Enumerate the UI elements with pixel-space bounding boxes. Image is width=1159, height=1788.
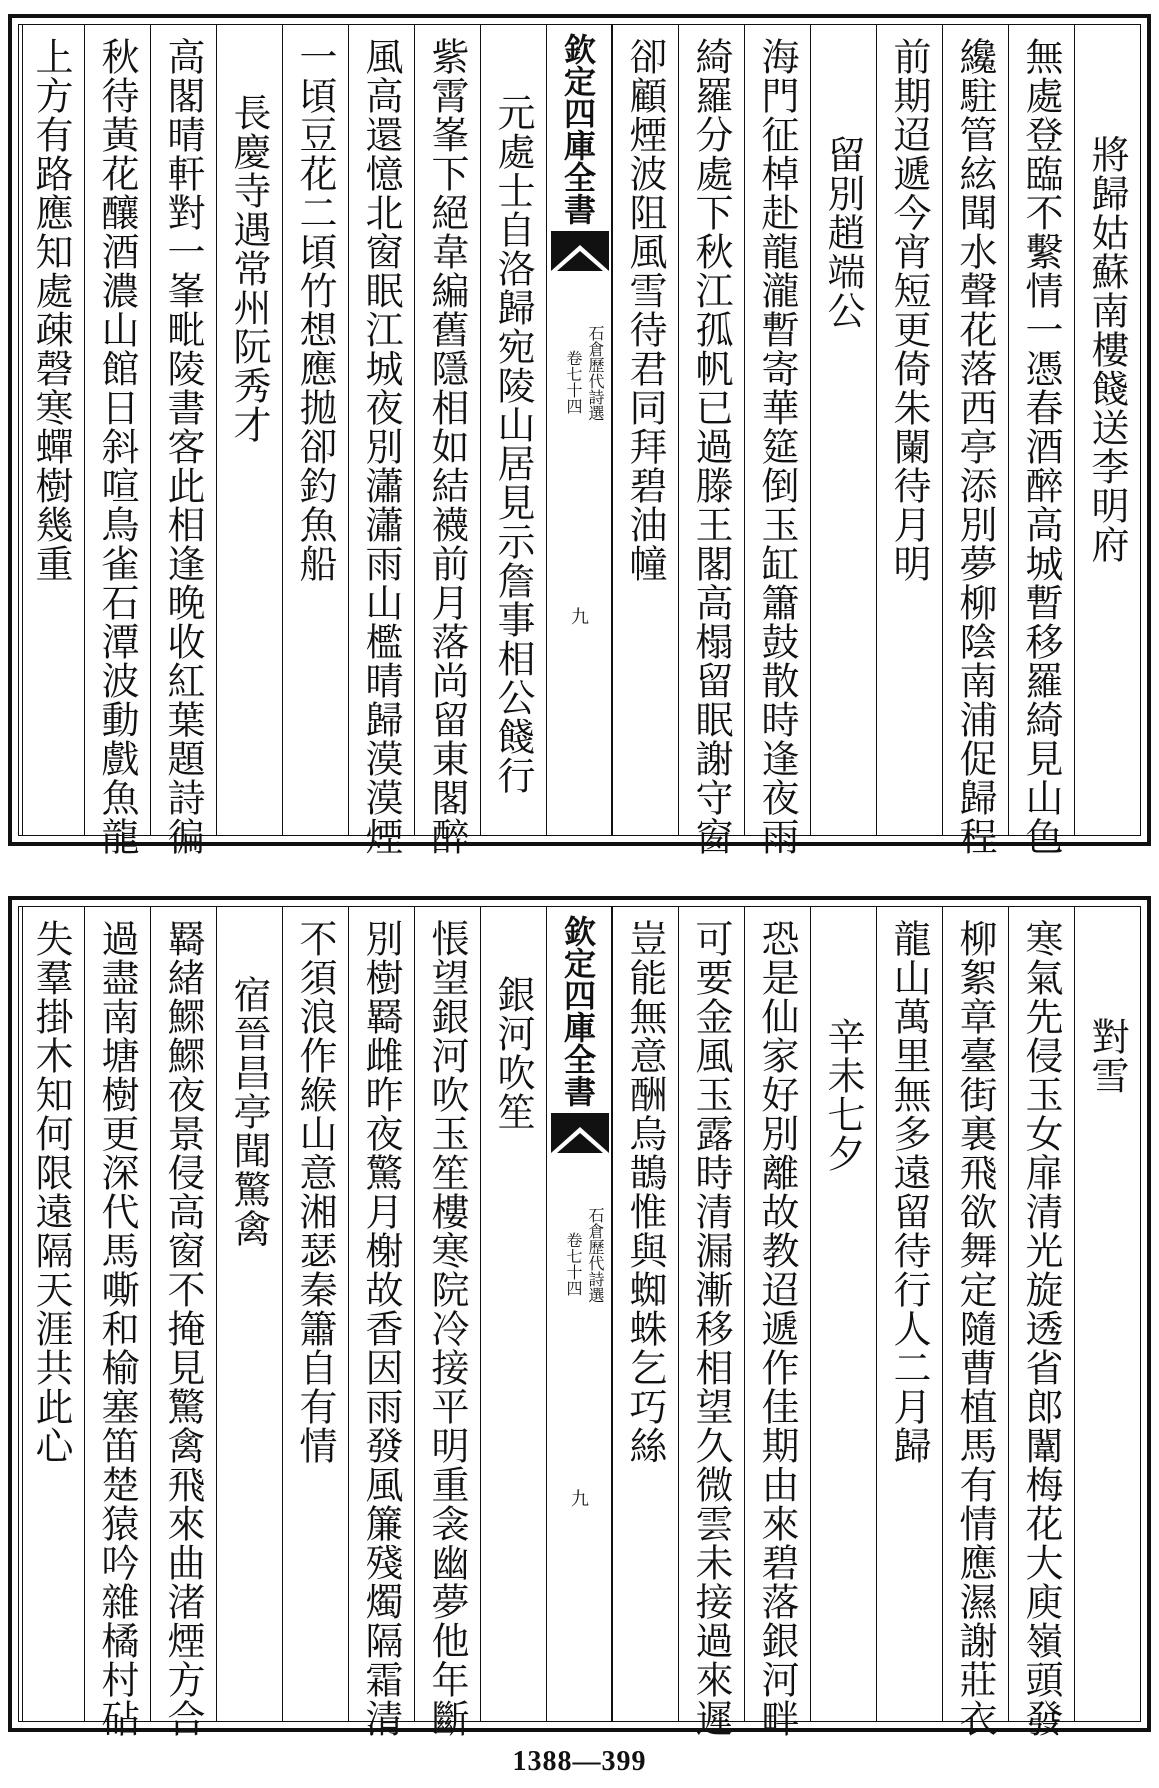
column-verse [414,25,480,856]
poem-title: 長慶寺遇常州阮秀才 [227,93,271,444]
verse-line: 恐是仙家好別離故教迢遞作佳期由來碧落銀河畔 [755,919,799,1738]
verse-line: 悵望銀河吹玉笙樓寒院冷接平明重衾幽夢他年斷 [425,919,469,1738]
column-verse [84,907,150,1738]
column-verse [678,907,744,1738]
page-number: 九 [568,607,589,625]
center-fold [546,25,612,835]
fishtail-mark-icon [551,1113,609,1153]
verse-line: 海門征棹赴龍瀧暫寄華筵倒玉缸簫鼓散時逢夜雨 [755,37,799,856]
poem-title: 銀河吹笙 [491,975,535,1131]
volume-number: 卷七十四 [564,350,583,414]
series-title: 欽定四庫全書 [559,33,597,225]
verse-line: 失羣掛木知何限遠隔天涯共此心 [29,919,73,1465]
verse-line: 寒氣先侵玉女扉清光旋透省郎闈梅花大庾嶺頭發 [1019,919,1063,1738]
verse-line: 風高還憶北窗眠江城夜別瀟瀟雨山檻晴歸漠漠煙 [359,37,403,856]
verse-line: 豈能無意酬烏鵲惟與蜘蛛乞巧絲 [623,919,667,1465]
scan-page-label: 1388—399 [512,1746,647,1777]
column-verse [84,25,150,856]
column-title [810,25,876,835]
column-title [216,25,282,835]
column-verse [348,907,414,1738]
verse-line: 纔駐管絃聞水聲花落西亭添別夢柳陰南浦促歸程 [953,37,997,856]
verse-line: 龍山萬里無多遠留待行人二月歸 [887,919,931,1465]
column-verse [612,907,678,1721]
center-fold [546,907,612,1721]
column-verse [876,907,942,1721]
verse-line: 可要金風玉露時清漏漸移相望久微雲未接過來遲 [689,919,733,1738]
fishtail-mark-icon [551,231,609,271]
verse-line: 秋待黃花釀酒濃山館日斜喧鳥雀石潭波動戲魚龍 [95,37,139,856]
poem-title: 將歸姑蘇南樓餞送李明府 [1085,135,1129,564]
verse-line: 上方有路應知處疎磬寒蟬樹幾重 [29,37,73,583]
verse-line: 綺羅分處下秋江孤帆已過滕王閣高榻留眠謝守窗 [689,37,733,856]
verse-line: 高閣晴軒對一峯毗陵書客此相逢晚收紅葉題詩徧 [161,37,205,856]
verse-line: 卻顧煙波阻風雪待君同拜碧油幢 [623,37,667,583]
verse-line: 無處登臨不繫情一憑春酒醉高城暫移羅綺見山色 [1019,37,1063,856]
poem-title: 留別趙端公 [821,135,865,330]
verse-line: 不須浪作緱山意湘瑟秦簫自有情 [293,919,337,1465]
column-verse [414,907,480,1738]
book-title: 石倉歷代詩選 [586,325,605,421]
column-verse [744,907,810,1738]
column-verse [612,25,678,835]
column-title [216,907,282,1721]
column-verse [678,25,744,856]
column-verse [282,907,348,1721]
verse-line: 別樹羇雌昨夜驚月榭故香因雨發風簾殘燭隔霜清 [359,919,403,1738]
verse-line: 紫霄峯下絕韋編舊隱相如結襪前月落尚留東閣醉 [425,37,469,856]
column-title [1074,25,1140,835]
column-verse [282,25,348,835]
column-verse [150,25,216,856]
poem-title: 對雪 [1085,1017,1129,1095]
lower-page-frame [18,906,1141,1738]
series-title: 欽定四庫全書 [559,915,597,1107]
poem-title: 宿晉昌亭聞驚禽 [227,975,271,1248]
upper-page [8,14,1151,856]
verse-line: 羇緒鰥鰥夜景侵高窗不掩見驚禽飛來曲渚煙方合 [161,919,205,1738]
verse-line: 柳絮章臺街裏飛欲舞定隨曹植馬有情應濕謝莊衣 [953,919,997,1738]
verse-line: 過盡南塘樹更深代馬嘶和榆塞笛楚猿吟雜橘村砧 [95,919,139,1738]
page-number: 九 [568,1489,589,1507]
verse-line: 前期迢遞今宵短更倚朱闌待月明 [887,37,931,583]
column-verse [1008,907,1074,1738]
column-title [480,907,546,1721]
poem-title: 元處士自洛歸宛陵山居見示詹事相公餞行 [491,93,535,795]
column-verse [942,25,1008,856]
column-verse [744,25,810,856]
column-verse [876,25,942,835]
book-title: 石倉歷代詩選 [586,1207,605,1303]
poem-title: 辛未七夕 [821,1017,865,1173]
column-title [810,907,876,1721]
volume-number: 卷七十四 [564,1232,583,1296]
column-title [480,25,546,835]
upper-page-frame [18,24,1141,856]
column-title [1074,907,1140,1721]
column-verse [942,907,1008,1738]
column-verse [150,907,216,1738]
column-verse [1008,25,1074,856]
lower-page [8,896,1151,1738]
column-verse [22,25,84,835]
column-verse [22,907,84,1721]
column-verse [348,25,414,856]
verse-line: 一頃豆花二頃竹想應拋卻釣魚船 [293,37,337,583]
